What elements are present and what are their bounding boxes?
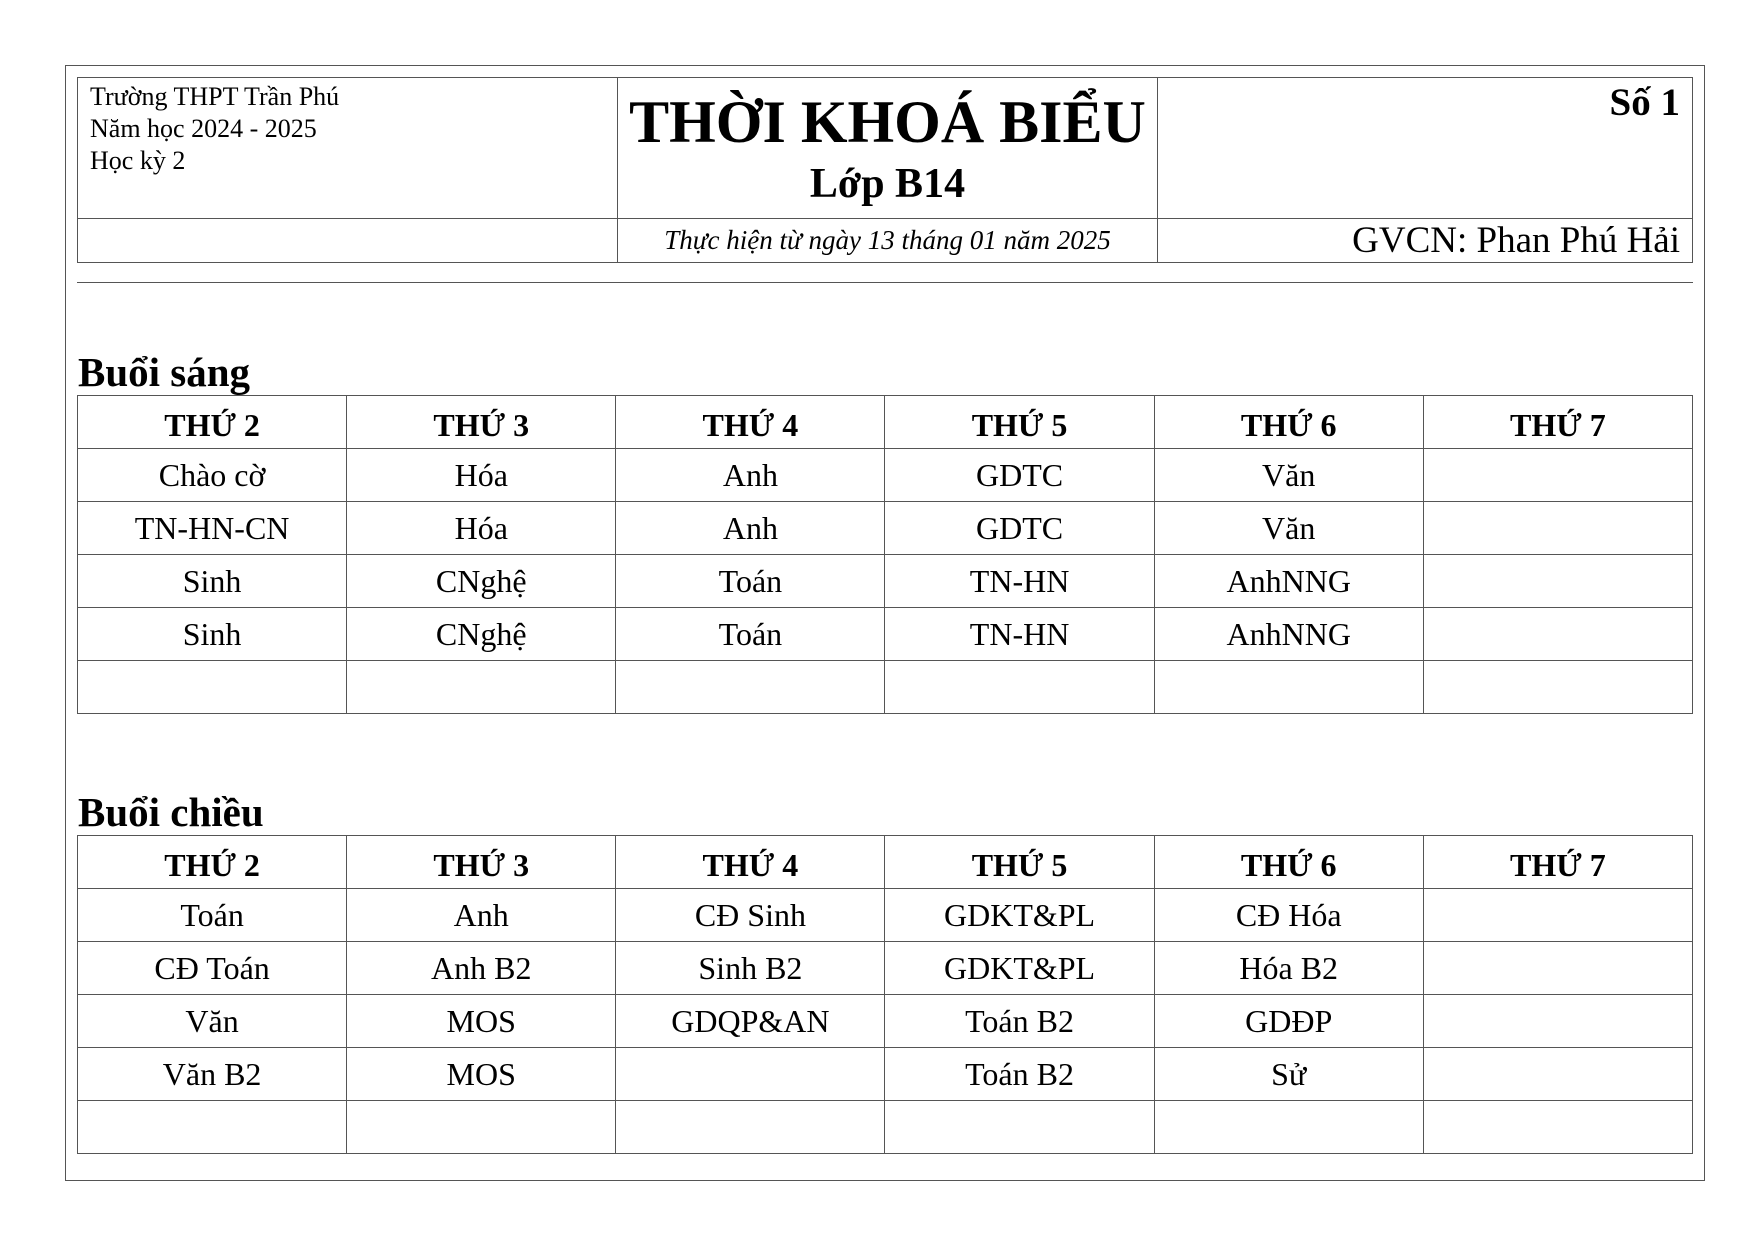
subject-cell (347, 1101, 616, 1154)
subject-cell: Toán (78, 889, 347, 942)
day-header: THỨ 3 (347, 836, 616, 889)
subject-cell: Toán B2 (885, 995, 1154, 1048)
subject-cell: Văn (78, 995, 347, 1048)
school-name: Trường THPT Trần Phú (90, 82, 340, 111)
subject-cell (1154, 661, 1423, 714)
subject-cell: Chào cờ (78, 449, 347, 502)
subject-cell (1423, 1101, 1692, 1154)
day-header: THỨ 5 (885, 396, 1154, 449)
day-header: THỨ 5 (885, 836, 1154, 889)
subject-cell: CNghệ (347, 555, 616, 608)
day-header: THỨ 3 (347, 396, 616, 449)
subject-cell (1154, 1101, 1423, 1154)
subject-cell: GDTC (885, 449, 1154, 502)
subject-cell: Anh (347, 889, 616, 942)
subject-cell (1423, 502, 1692, 555)
header-rule (77, 282, 1693, 283)
subject-cell (1423, 889, 1692, 942)
subject-cell: Toán (616, 555, 885, 608)
effective-date: Thực hiện từ ngày 13 tháng 01 năm 2025 (664, 225, 1111, 255)
subject-cell: Văn (1154, 502, 1423, 555)
subject-cell (78, 1101, 347, 1154)
title-block (618, 78, 1158, 262)
day-header: THỨ 7 (1423, 396, 1692, 449)
subject-cell: Văn B2 (78, 1048, 347, 1101)
afternoon-title: Buổi chiều (78, 789, 264, 835)
subject-cell: Văn (1154, 449, 1423, 502)
header-row (78, 836, 1693, 889)
subject-cell (885, 661, 1154, 714)
subject-cell: Sinh (78, 555, 347, 608)
day-header: THỨ 6 (1154, 396, 1423, 449)
sheet-info (1158, 78, 1692, 262)
table-row (78, 449, 1693, 502)
header-divider (78, 218, 617, 219)
subject-cell: AnhNNG (1154, 555, 1423, 608)
school-info (78, 78, 618, 262)
subject-cell (1423, 555, 1692, 608)
sheet-number: Số 1 (1609, 81, 1680, 124)
day-header: THỨ 4 (616, 396, 885, 449)
subject-cell (616, 661, 885, 714)
subject-cell: GDĐP (1154, 995, 1423, 1048)
table-row (78, 608, 1693, 661)
table-row (78, 502, 1693, 555)
header-divider (618, 218, 1157, 219)
day-header: THỨ 6 (1154, 836, 1423, 889)
subject-cell: CNghệ (347, 608, 616, 661)
morning-schedule-table (77, 395, 1693, 714)
subject-cell: Sinh (78, 608, 347, 661)
subject-cell (1423, 661, 1692, 714)
subject-cell: TN-HN (885, 608, 1154, 661)
table-row (78, 942, 1693, 995)
table-row (78, 995, 1693, 1048)
subject-cell: CĐ Sinh (616, 889, 885, 942)
subject-cell: Toán (616, 608, 885, 661)
table-row (78, 661, 1693, 714)
day-header: THỨ 2 (78, 396, 347, 449)
table-row (78, 1101, 1693, 1154)
subject-cell: Hóa B2 (1154, 942, 1423, 995)
subject-cell: Anh B2 (347, 942, 616, 995)
subject-cell (78, 661, 347, 714)
subject-cell (616, 1101, 885, 1154)
subject-cell: Hóa (347, 502, 616, 555)
subject-cell: MOS (347, 995, 616, 1048)
subject-cell (1423, 942, 1692, 995)
subject-cell: Anh (616, 502, 885, 555)
subject-cell: Sử (1154, 1048, 1423, 1101)
subject-cell: CĐ Toán (78, 942, 347, 995)
subject-cell: TN-HN (885, 555, 1154, 608)
document-header (77, 77, 1693, 263)
afternoon-schedule-table (77, 835, 1693, 1154)
homeroom-teacher: GVCN: Phan Phú Hải (1352, 220, 1680, 261)
subject-cell: MOS (347, 1048, 616, 1101)
table-row (78, 555, 1693, 608)
subject-cell: TN-HN-CN (78, 502, 347, 555)
header-row (78, 396, 1693, 449)
subject-cell: CĐ Hóa (1154, 889, 1423, 942)
table-row (78, 889, 1693, 942)
day-header: THỨ 7 (1423, 836, 1692, 889)
subject-cell: GDTC (885, 502, 1154, 555)
subject-cell: GDQP&AN (616, 995, 885, 1048)
subject-cell (885, 1101, 1154, 1154)
school-year: Năm học 2024 - 2025 (90, 114, 317, 143)
subject-cell (616, 1048, 885, 1101)
subject-cell (1423, 995, 1692, 1048)
subject-cell: Hóa (347, 449, 616, 502)
subject-cell (1423, 608, 1692, 661)
table-row (78, 1048, 1693, 1101)
subject-cell: GDKT&PL (885, 889, 1154, 942)
subject-cell: Anh (616, 449, 885, 502)
morning-title: Buổi sáng (78, 349, 251, 395)
page-title: THỜI KHOÁ BIỂU (629, 89, 1146, 155)
subject-cell: Toán B2 (885, 1048, 1154, 1101)
subject-cell: Sinh B2 (616, 942, 885, 995)
day-header: THỨ 2 (78, 836, 347, 889)
school-term: Học kỳ 2 (90, 146, 186, 175)
day-header: THỨ 4 (616, 836, 885, 889)
class-label: Lớp B14 (809, 161, 966, 207)
subject-cell: AnhNNG (1154, 608, 1423, 661)
subject-cell (347, 661, 616, 714)
subject-cell (1423, 449, 1692, 502)
subject-cell: GDKT&PL (885, 942, 1154, 995)
subject-cell (1423, 1048, 1692, 1101)
